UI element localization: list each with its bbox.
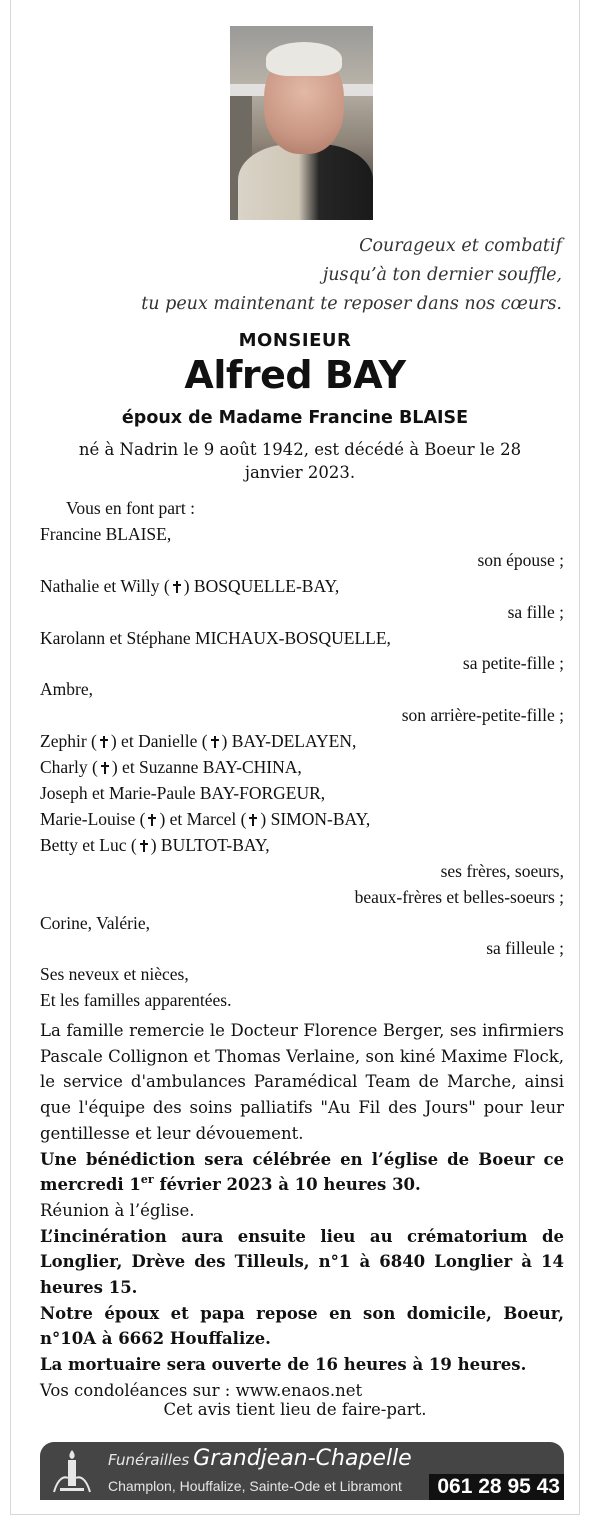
cross-icon [209,735,221,749]
cross-icon [98,735,110,749]
reunion-line: Réunion à l’église. [40,1200,195,1220]
candle-icon [48,1448,96,1496]
cross-icon [171,580,183,594]
family-list [40,496,564,1014]
funeral-home-name: Funérailles Grandjean-Chapelle [108,1446,412,1471]
family-line: Betty et Luc ( ) BULTOT-BAY, [40,834,270,855]
mortuary-hours-line: La mortuaire sera ouverte de 16 heures à 19 heures. [40,1355,527,1375]
cremation-line: L’incinération aura ensuite lieu au crématorium de Longlier, Drève des Tilleuls, n°1 à 6840 Longlier à 14 heures 15. [40,1226,564,1298]
thanks-paragraph: La famille remercie le Docteur Florence Berger, ses infirmiers Pascale Collignon et Thomas Verlaine, son kiné Maxime Flock, le service d'ambulances Paramédical Team de Marche, ainsi que l'équipe des soins palliatifs "Au Fil des Jours" pour leur gentillesse et leur dévouement. [40,1021,564,1143]
family-line: Ses neveux et nièces, [40,964,189,985]
family-line: Karolann et Stéphane MICHAUX-BOSQUELLE, [40,627,391,648]
notice-line: Cet avis tient lieu de faire-part. [163,1400,427,1419]
cross-icon [146,813,158,827]
honorific: MONSIEUR [238,330,352,351]
family-intro: Vous en font part : [66,498,195,518]
relation-line: sa fille ; [507,601,564,622]
family-line: Corine, Valérie, [40,912,150,933]
birth-death-line: né à Nadrin le 9 août 1942, est décédé à Boeur le 28 janvier 2023. [78,440,522,482]
relation-line: sa filleule ; [486,938,564,959]
family-line: Francine BLAISE, [40,523,172,544]
rest-location-line: Notre époux et papa repose en son domicile, Boeur, n°10A à 6662 Houffalize. [40,1303,564,1349]
relation-line: beaux-frères et belles-soeurs ; [354,886,564,907]
funeral-home-locations: Champlon, Houffalize, Sainte-Ode et Libramont [108,1478,402,1494]
relation-line: son arrière-petite-fille ; [401,705,564,726]
condolences-line: Vos condoléances sur : www.enaos.net [40,1380,363,1400]
family-line: Nathalie et Willy ( ) BOSQUELLE-BAY, [40,575,340,596]
relation-line: son épouse ; [477,549,564,570]
relation-line: ses frères, soeurs, [440,860,564,881]
deceased-name: Alfred BAY [184,353,406,397]
family-line: Charly ( ) et Suzanne BAY-CHINA, [40,757,302,778]
cross-icon [99,761,111,775]
family-line: Et les familles apparentées. [40,990,232,1011]
announcement-text [40,1018,564,1404]
family-line: Marie-Louise ( ) et Marcel ( ) SIMON-BAY, [40,808,371,829]
relation-line: sa petite-fille ; [462,653,564,674]
cross-icon [247,813,259,827]
family-line: Joseph et Marie-Paule BAY-FORGEUR, [40,782,326,803]
ceremony-line: Une bénédiction sera célébrée en l’église de Boeur ce mercredi 1er février 2023 à 10 heures 30. [40,1149,564,1195]
portrait-photo [230,26,373,220]
spouse-line: époux de Madame Francine BLAISE [121,408,469,428]
epitaph-quote: Courageux et combatif jusqu’à ton dernier souffle, tu peux maintenant te reposer dans nos cœurs. [141,236,562,314]
family-line: Zephir ( ) et Danielle ( ) BAY-DELAYEN, [40,731,357,752]
cross-icon [138,839,150,853]
family-line: Ambre, [40,679,93,700]
funeral-home-banner [40,1442,564,1500]
phone-number[interactable]: 061 28 95 43 [429,1474,564,1500]
